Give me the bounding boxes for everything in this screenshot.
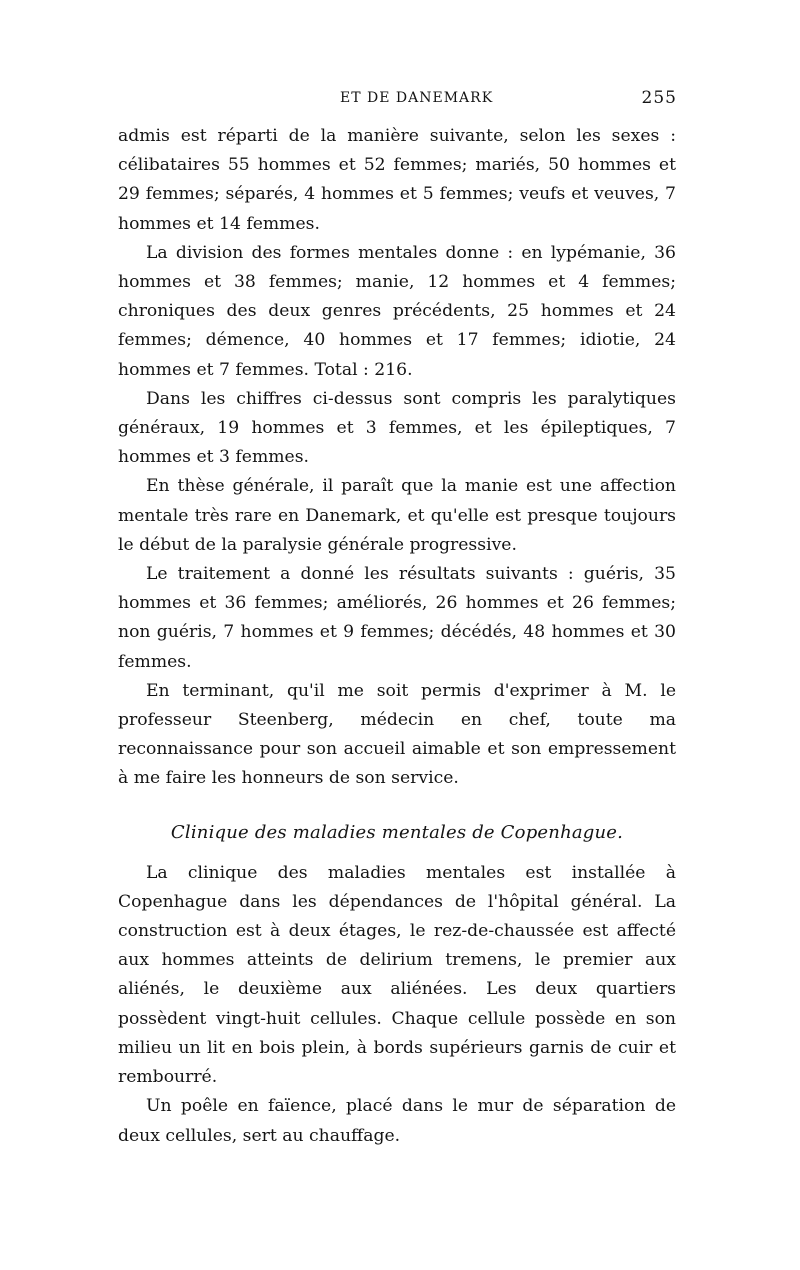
paragraph-heating: Un poêle en faïence, placé dans le mur de séparation de deux cellules, sert au chauffage. bbox=[118, 1096, 676, 1146]
book-page bbox=[118, 86, 676, 1151]
paragraph-treatment-results: Le traitement a donné les résultats suivants : guéris, 35 hommes et 36 femmes; améliorés, 26 hommes et 26 femmes; non guéris, 7 hommes et 9 femmes; décédés, 48 hommes et 30 femmes. bbox=[118, 564, 676, 672]
paragraph-clinic-description: La clinique des maladies mentales est installée à Copenhague dans les dépendances de l'hôpital général. La construction est à deux étages, le rez-de-chaussée est affecté aux hommes atteints de delirium tremens, le premier aux aliénés, le deuxième aux aliénées. Les deux quartiers possèdent vingt-huit cellules. Chaque cellule possède en son milieu un lit en bois plein, à bords supérieurs garnis de cuir et rembourré. bbox=[118, 862, 676, 1088]
running-title: ET DE DANEMARK bbox=[340, 90, 494, 106]
paragraph-marital-status: admis est réparti de la manière suivante, selon les sexes : célibataires 55 hommes et 52 femmes; mariés, 50 hommes et 29 femmes; séparés, 4 hommes et 5 femmes; veufs et veuves, 7 hommes et 14 femmes. bbox=[118, 126, 676, 234]
body-text bbox=[118, 122, 676, 1151]
paragraph-mental-forms: La division des formes mentales donne : en lypémanie, 36 hommes et 38 femmes; manie, 12 hommes et 4 femmes; chroniques des deux genres précédents, 25 hommes et 24 femmes; démence, 40 hommes et 17 femmes; idiotie, 24 hommes et 7 femmes. Total : 216. bbox=[118, 242, 676, 380]
section-heading: Clinique des maladies mentales de Copenhague. bbox=[170, 821, 624, 843]
paragraph-acknowledgement: En terminant, qu'il me soit permis d'exprimer à M. le professeur Steenberg, médecin en chef, toute ma reconnaissance pour son accueil aimable et son empressement à me faire les honneurs de son service. bbox=[118, 680, 676, 789]
paragraph-paralytics: Dans les chiffres ci-dessus sont compris les paralytiques généraux, 19 hommes et 3 femmes, et les épileptiques, 7 hommes et 3 femmes. bbox=[118, 388, 676, 468]
paragraph-mania: En thèse générale, il paraît que la manie est une affection mentale très rare en Danemark, et qu'elle est presque toujours le début de la paralysie générale progressive. bbox=[118, 476, 676, 555]
running-head bbox=[118, 86, 676, 122]
page-number: 255 bbox=[641, 88, 677, 108]
